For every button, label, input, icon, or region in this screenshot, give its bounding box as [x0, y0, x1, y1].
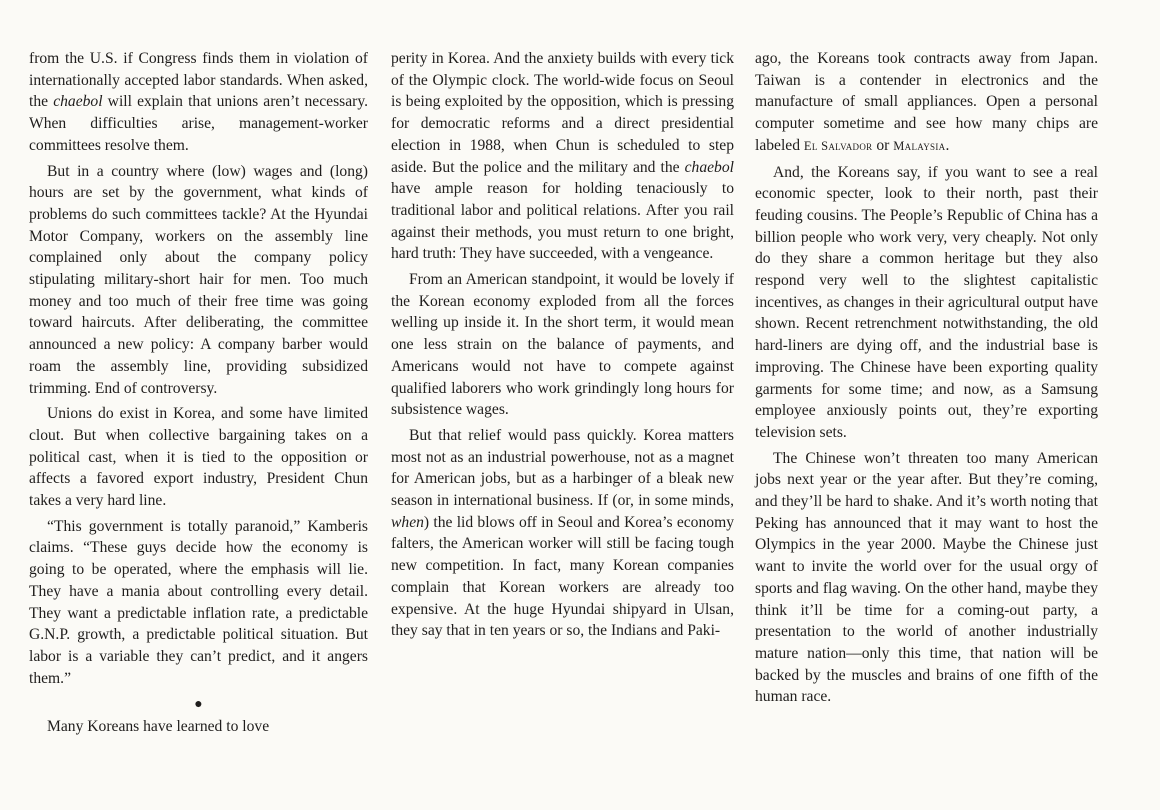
paragraph — [29, 716, 368, 738]
paragraph — [29, 516, 368, 690]
text-span: from the U.S. if Congress finds them in violation of internationally accepted labor standards. When asked, the — [29, 50, 368, 111]
text-span: The Chinese won’t threaten too many American jobs next year or the year after. But they’re coming, and they’ll be hard to shake. And it’s worth noting that Peking has announced that it may want to host the Olympics in the year 2000. Maybe the Chinese just want to invite the world over for the usual orgy of sports and flag waving. On the other hand, maybe they think it’ll be time for a coming-out party, a presentation to the world of another industrially mature nation—only this time, that nation will be backed by the muscles and brains of one fifth of the human race. — [755, 449, 1098, 706]
text-span-italic: when — [391, 513, 424, 531]
paragraph — [755, 48, 1098, 158]
paragraph — [755, 162, 1098, 444]
text-span: But that relief would pass quickly. Korea matters most not as an industrial powerhouse, not as a magnet for American jobs, but as a harbinger of a bleak new season in international business. If (or, in some minds, — [391, 426, 734, 510]
text-span: will explain that unions aren’t necessary. When difficulties arise, management-worker committees resolve them. — [29, 93, 369, 154]
text-span: From an American standpoint, it would be lovely if the Korean economy exploded from all the forces welling up inside it. In the short term, it would mean one less strain on the balance of payments, and Americans would not have to compete against qualified laborers who work grindingly long hours for subsistence wages. — [391, 271, 734, 419]
text-column-3 — [755, 48, 1098, 708]
paragraph — [391, 48, 734, 265]
paragraph — [391, 425, 734, 642]
text-span: ) the lid blows off in Seoul and Korea’s economy falters, the American worker will still be facing tough new competition. In fact, many Korean companies complain that Korean workers are already too expensive. At the huge Hyundai shipyard in Ulsan, they say that in ten years or so, the Indians and Paki- — [391, 513, 734, 640]
section-separator-bullet: ● — [194, 697, 203, 713]
text-span: or — [872, 136, 894, 154]
text-span: “This government is totally paranoid,” Kamberis claims. “These guys decide how the economy is going to be operated, where the emphasis will lie. They have a mania about controlling every detail. They want a predictable inflation rate, a predictable G.N.P. growth, a predictable political situation. But labor is a variable they can’t predict, and it angers them.” — [29, 517, 368, 687]
paragraph — [29, 48, 368, 157]
text-span: But in a country where (low) wages and (long) hours are set by the government, what kinds of problems do such committees tackle? At the Hyundai Motor Company, workers on the assembly line complained only about the company policy stipulating military-short hair for men. Too much money and too much of their free time was going toward haircuts. After deliberating, the committee announced a new policy: A company barber would roam the assembly line, providing subsidized trimming. End of controversy. — [29, 162, 368, 397]
text-span-smallcaps: Malaysia — [893, 138, 946, 153]
paragraph — [29, 161, 368, 400]
text-span: And, the Koreans say, if you want to see a real economic specter, look to their north, past their feuding cousins. The People’s Republic of China has a billion people who work very, very cheaply. Not only do they share a common heritage but they also respond very well to the slightest capitalistic incentives, as changes in their agricultural output have shown. Recent retrenchment notwithstanding, the old hard-liners are dying off, and the industrial base is improving. The Chinese have been exporting quality garments for some time; and now, as a Samsung employee anxiously points out, they’re exporting television sets. — [755, 163, 1098, 441]
text-span: . — [945, 136, 950, 154]
paragraph — [29, 403, 368, 512]
paragraph — [755, 448, 1098, 708]
text-span-italic: chaebol — [53, 93, 103, 111]
text-span: perity in Korea. And the anxiety builds with every tick of the Olympic clock. The world-wide focus on Seoul is being exploited by the opposition, which is pressing for democratic reforms and a direct presidential election in 1988, when Chun is scheduled to step aside. But the police and the military and the — [391, 50, 734, 176]
text-column-1 — [29, 48, 368, 738]
text-span-italic: chaebol — [684, 158, 734, 176]
text-span-smallcaps: El Salvador — [803, 138, 873, 153]
text-span: Unions do exist in Korea, and some have limited clout. But when collective bargaining takes on a political cast, when it is tied to the opposition or affects a favored export industry, President Chun takes a very hard line. — [29, 405, 368, 510]
text-column-2 — [391, 48, 734, 642]
text-span: have ample reason for holding tenaciously to traditional labor and political relations. After you rail against their methods, you must return to one bright, hard truth: They have succeeded, with a vengeance. — [391, 180, 734, 263]
paragraph — [391, 269, 734, 421]
text-span: Many Koreans have learned to love — [47, 718, 270, 736]
text-span: ago, the Koreans took contracts away from Japan. Taiwan is a contender in electronics and the manufacture of small appliances. Open a personal computer sometime and see how many chips are labeled — [755, 50, 1098, 154]
